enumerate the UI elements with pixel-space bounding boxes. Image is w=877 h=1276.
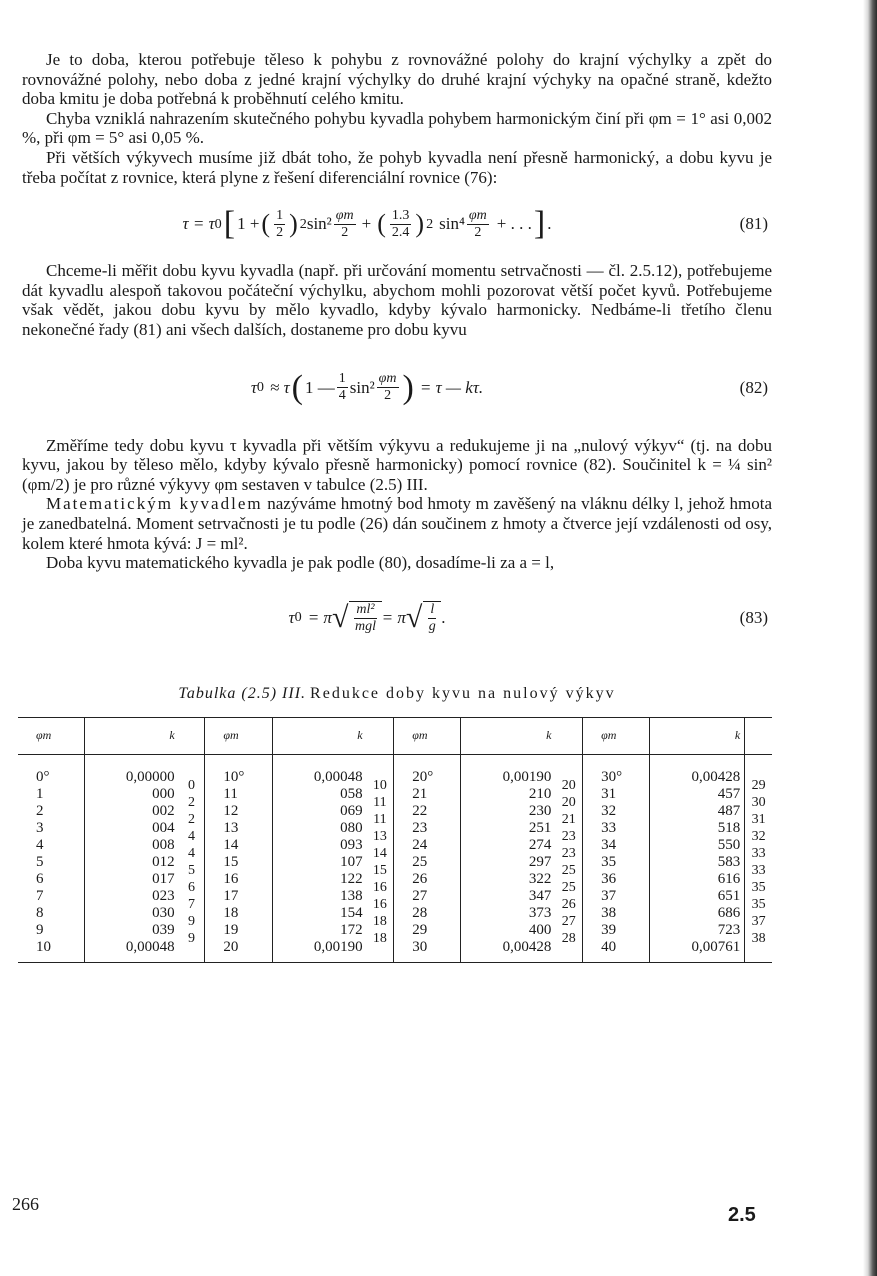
phi-cell: 40: [601, 938, 617, 955]
phi-cell: 8: [36, 904, 44, 921]
paragraph-3: Při větších výkyvech musíme již dbát toho, že pohyb kyvadla není přesně harmonický, a dobu kyvu je třeba počítat z rovnice, která plyne z řešení diferenciální rovnice (76):: [22, 147, 772, 187]
phi-cell: 4: [36, 836, 44, 853]
phi-cell: 30: [412, 938, 428, 955]
k-cell: 230: [528, 802, 552, 819]
diff-cell: 35: [751, 879, 766, 895]
phi-cell: 30°: [601, 768, 623, 785]
diff-cell: 0: [188, 777, 196, 793]
paragraph-5: Změříme tedy dobu kyvu τ kyvadla při větším výkyvu a redukujeme ji na „nulový výkyv“ (tj. na dobu kyvu, jakou by těleso mělo, kdyby kývalo přesně harmonicky) pomocí rovnice (82). Součinitel k = ¼ sin² (φm/2) je pro různé výkyvy φm sestaven v tabulce (2.5) III.: [22, 435, 772, 494]
diff-cell: 28: [561, 930, 576, 946]
diff-cell: 9: [188, 930, 196, 946]
phi-cell: 28: [412, 904, 428, 921]
k-cell: 030: [152, 904, 175, 921]
phi-cell: 23: [412, 819, 428, 836]
equation-number-82: (82): [739, 377, 768, 397]
k-cell: 210: [528, 785, 552, 802]
equation-81: τ = τ 0 [ 1 + ( $\frac{1}{2}$ ) 2 sin² $\frac{\varphi m}{2}$ + ( $\frac{1.3}{2.4}$ ) 2 sin⁴ $\frac{\varphi m}{2}$ + . . . ] . (81): [182, 205, 768, 243]
phi-cell: 26: [412, 870, 428, 887]
diff-cell: 2: [188, 811, 196, 827]
k-cell: 518: [717, 819, 741, 836]
diff-column-2: [369, 769, 392, 947]
k-cell: 154: [340, 904, 363, 921]
k-column-3: [463, 769, 551, 956]
diff-cell: 37: [751, 913, 766, 929]
k-cell: 093: [340, 836, 363, 853]
diff-cell: 25: [561, 879, 576, 895]
k-cell: 058: [340, 785, 363, 802]
term-mathematical-pendulum: Matematickým kyvadlem: [46, 494, 263, 514]
k-cell: 023: [152, 887, 175, 904]
phi-cell: 24: [412, 836, 428, 853]
diff-column-4: [747, 769, 770, 947]
diff-cell: 21: [561, 811, 576, 827]
diff-cell: 16: [372, 896, 387, 912]
diff-cell: 15: [372, 862, 387, 878]
diff-cell: 11: [373, 811, 387, 827]
k-cell: 274: [528, 836, 552, 853]
phi-cell: 13: [223, 819, 239, 836]
book-spine-shadow: [863, 0, 877, 1276]
equation-number-83: (83): [739, 607, 768, 627]
k-cell: 251: [528, 819, 552, 836]
equation-82: τ 0 ≈ τ ( 1 — $\frac{1}{4}$ sin² $\frac{\varphi m}{2}$ ) = τ — kτ. (82): [250, 368, 768, 406]
k-cell: 122: [340, 870, 363, 887]
page-content: [22, 50, 772, 963]
phi-cell: 10: [36, 938, 51, 955]
diff-cell: 7: [188, 896, 196, 912]
diff-cell: 26: [561, 896, 576, 912]
phi-cell: 17: [223, 887, 239, 904]
k-cell: 017: [152, 870, 175, 887]
phi-cell: 22: [412, 802, 428, 819]
phi-cell: 20: [223, 938, 239, 955]
k-cell: 138: [340, 887, 363, 904]
k-cell: 0,00048: [125, 938, 175, 955]
phi-cell: 15: [223, 853, 239, 870]
phi-cell: 10°: [223, 768, 245, 785]
diff-cell: 5: [188, 862, 196, 878]
phi-column-4: [601, 769, 647, 956]
k-cell: 039: [152, 921, 175, 938]
diff-cell: 9: [188, 913, 196, 929]
k-cell: 457: [717, 785, 741, 802]
diff-cell: 25: [561, 862, 576, 878]
k-cell: 0,00048: [313, 768, 363, 785]
equation-83: τ 0 = π √ $\frac{\text{ml²}}{\text{mgl}}$ = π √ $\frac{l}{g}$ . (83): [288, 600, 768, 634]
diff-cell: 32: [751, 828, 766, 844]
diff-cell: 29: [751, 777, 766, 793]
k-cell: 172: [340, 921, 363, 938]
diff-cell: 20: [561, 794, 576, 810]
phi-cell: 35: [601, 853, 617, 870]
paragraph-4: Chceme-li měřit dobu kyvu kyvadla (např. při určování momentu setrvačnosti — čl. 2.5.12), potřebujeme dát kyvadlu alespoň takovou počáteční výchylku, abychom mohli pozorovat větší počet kyvů. Potřebujeme však vědět, jakou dobu kyvu by mělo kyvadlo, kdyby kývalo harmonicky. Nedbáme-li třetího členu nekonečné řady (81) ani všech dalších, dostaneme pro dobu kyvu: [22, 261, 772, 339]
phi-cell: 20°: [412, 768, 434, 785]
k-cell: 373: [528, 904, 552, 921]
phi-cell: 3: [36, 819, 44, 836]
phi-cell: 16: [223, 870, 239, 887]
phi-column-3: [412, 769, 458, 956]
phi-cell: 9: [36, 921, 44, 938]
diff-cell: 14: [372, 845, 387, 861]
phi-cell: 7: [36, 887, 44, 904]
k-cell: 347: [528, 887, 552, 904]
phi-cell: 1: [36, 785, 44, 802]
k-cell: 0,00428: [502, 938, 552, 955]
diff-cell: 4: [188, 828, 196, 844]
diff-column-3: [557, 769, 580, 947]
k-cell: 0,00761: [691, 938, 741, 955]
phi-cell: 38: [601, 904, 617, 921]
phi-cell: 32: [601, 802, 617, 819]
k-cell: 297: [528, 853, 552, 870]
phi-cell: 31: [601, 785, 617, 802]
diff-cell: 2: [188, 794, 196, 810]
k-cell: 000: [152, 785, 175, 802]
phi-cell: 34: [601, 836, 617, 853]
diff-cell: 33: [751, 862, 766, 878]
k-cell: 487: [717, 802, 741, 819]
k-cell: 008: [152, 836, 175, 853]
k-cell: 0,00190: [502, 768, 552, 785]
diff-cell: 23: [561, 828, 576, 844]
phi-column-1: [36, 769, 82, 956]
k-cell: 0,00000: [125, 768, 175, 785]
phi-cell: 14: [223, 836, 239, 853]
phi-cell: 12: [223, 802, 239, 819]
phi-cell: 33: [601, 819, 617, 836]
phi-cell: 0°: [36, 768, 50, 785]
diff-cell: 33: [751, 845, 766, 861]
phi-cell: 25: [412, 853, 428, 870]
phi-cell: 21: [412, 785, 428, 802]
diff-cell: 10: [372, 777, 387, 793]
paragraph-6: Matematickým kyvadlem nazýváme hmotný bod hmoty m zavěšený na vláknu délky l, jehož hmota je zanedbatelná. Moment setrvačnosti je tu podle (26) dán součinem z hmoty a čtverce její vzdálenosti od osy, kolem které hmota kývá: J = ml².: [22, 494, 772, 553]
diff-cell: 27: [561, 913, 576, 929]
phi-cell: 2: [36, 802, 44, 819]
k-cell: 550: [717, 836, 741, 853]
diff-cell: 31: [751, 811, 766, 827]
k-cell: 616: [717, 870, 741, 887]
k-cell: 723: [717, 921, 741, 938]
k-column-2: [275, 769, 363, 956]
diff-cell: 18: [372, 930, 387, 946]
section-number: 2.5: [728, 1204, 756, 1226]
k-cell: 0,00428: [691, 768, 741, 785]
table-header-row: φm k φm k φm k φm k: [18, 717, 772, 754]
k-column-1: [87, 769, 175, 956]
k-cell: 080: [340, 819, 363, 836]
k-cell: 322: [528, 870, 552, 887]
reduction-table: [18, 717, 772, 963]
diff-cell: 6: [188, 879, 196, 895]
page-number: 266: [12, 1194, 39, 1214]
paragraph-7: Doba kyvu matematického kyvadla je pak podle (80), dosadíme-li za a = l,: [46, 553, 555, 573]
k-cell: 107: [340, 853, 363, 870]
phi-cell: 5: [36, 853, 44, 870]
phi-cell: 29: [412, 921, 428, 938]
phi-cell: 27: [412, 887, 428, 904]
phi-cell: 37: [601, 887, 617, 904]
diff-cell: 38: [751, 930, 766, 946]
phi-column-2: [223, 769, 269, 956]
k-cell: 012: [152, 853, 175, 870]
k-cell: 651: [717, 887, 741, 904]
diff-cell: 23: [561, 845, 576, 861]
k-cell: 0,00190: [313, 938, 363, 955]
diff-cell: 18: [372, 913, 387, 929]
k-column-4: [652, 769, 740, 956]
k-cell: 400: [528, 921, 552, 938]
phi-cell: 36: [601, 870, 617, 887]
k-cell: 069: [340, 802, 363, 819]
diff-cell: 30: [751, 794, 766, 810]
phi-cell: 18: [223, 904, 239, 921]
table-caption: Tabulka (2.5) III. Redukce doby kyvu na nulový výkyv: [178, 684, 616, 702]
diff-cell: 4: [188, 845, 196, 861]
k-cell: 004: [152, 819, 175, 836]
table-body-row: [18, 754, 772, 962]
phi-cell: 11: [223, 785, 238, 802]
k-cell: 002: [152, 802, 175, 819]
k-cell: 686: [717, 904, 741, 921]
diff-column-1: [181, 769, 203, 947]
diff-cell: 35: [751, 896, 766, 912]
diff-cell: 20: [561, 777, 576, 793]
paragraph-1: Je to doba, kterou potřebuje těleso k pohybu z rovnovážné polohy do krajní výchylky a zpět do rovnovážné polohy, nebo doba z jedné krajní výchylky do druhé krajní výchyky na opačné straně, kdežto doba kmitu je doba potřebná k proběhnutí celého kmitu.: [22, 50, 772, 109]
diff-cell: 11: [373, 794, 387, 810]
paragraph-2: Chyba vzniklá nahrazením skutečného pohybu kyvadla pohybem harmonickým činí při φm = 1° asi 0,002 %, při φm = 5° asi 0,05 %.: [22, 108, 772, 148]
k-cell: 583: [717, 853, 741, 870]
phi-cell: 19: [223, 921, 239, 938]
diff-cell: 16: [372, 879, 387, 895]
phi-cell: 39: [601, 921, 617, 938]
equation-number-81: (81): [739, 214, 768, 234]
diff-cell: 13: [372, 828, 387, 844]
phi-cell: 6: [36, 870, 44, 887]
